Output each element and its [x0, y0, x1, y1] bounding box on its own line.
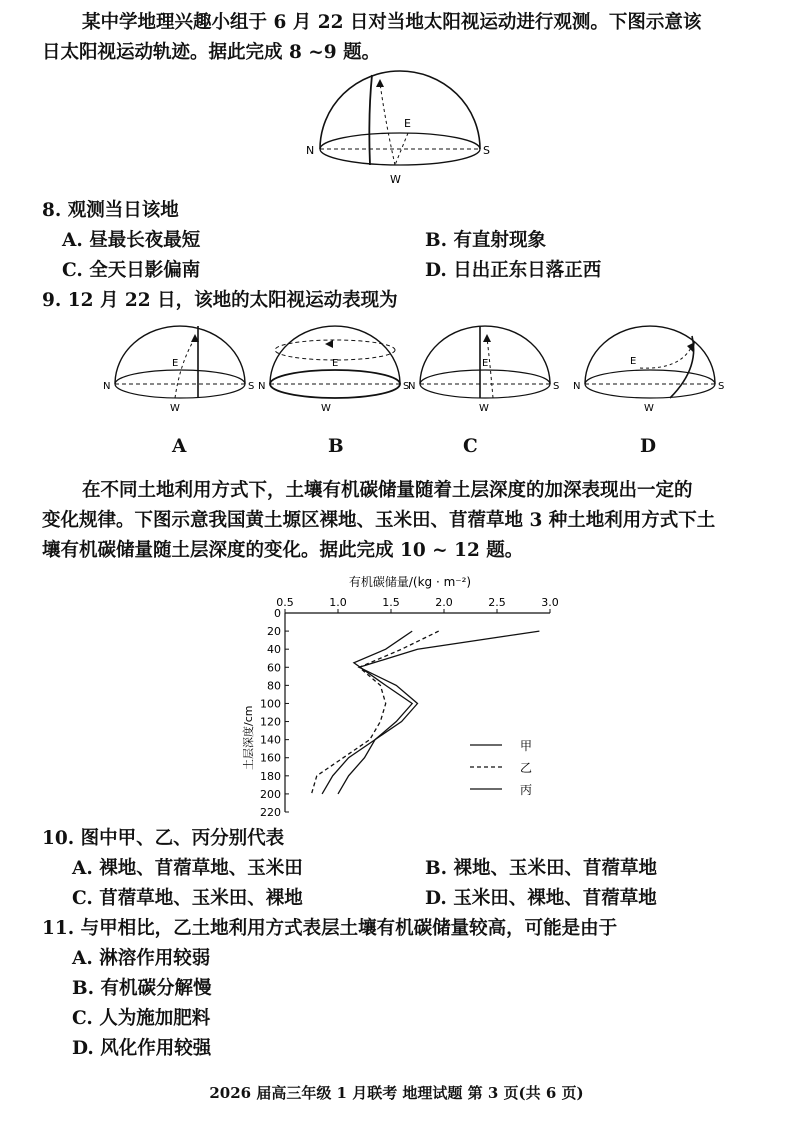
svg-text:E: E	[332, 358, 339, 369]
svg-text:N: N	[258, 381, 266, 392]
y-tick-label: 80	[267, 679, 281, 693]
q9-figure-d[interactable]	[570, 318, 730, 418]
intro2-line1: 在不同土地利用方式下，土壤有机碳储量随着土层深度的加深表现出一定的	[82, 480, 693, 501]
y-tick-label: 200	[260, 787, 281, 801]
q11-option-b[interactable]: B. 有机碳分解慢	[72, 978, 212, 999]
q10-stem: 10. 图中甲、乙、丙分别代表	[42, 828, 285, 849]
q11-option-a[interactable]: A. 淋溶作用较弱	[72, 948, 211, 969]
svg-text:N: N	[103, 381, 111, 392]
series-line-2	[312, 631, 439, 794]
q9-option-b-label[interactable]: B	[328, 436, 344, 457]
x-tick-label: 0.5	[276, 596, 294, 609]
q9-stem: 9. 12 月 22 日，该地的太阳视运动表现为	[42, 290, 398, 311]
q9-option-d-label[interactable]: D	[640, 436, 657, 457]
q9-option-c-label[interactable]: C	[463, 436, 478, 457]
x-tick-label: 3.0	[541, 596, 559, 609]
svg-text:N: N	[573, 381, 581, 392]
series-line-3	[338, 631, 412, 794]
svg-text:W: W	[644, 403, 654, 414]
y-tick-label: 0	[274, 607, 281, 620]
q9-figure-a[interactable]	[100, 318, 260, 418]
svg-text:S: S	[403, 381, 410, 392]
fig1-label-e: E	[404, 117, 411, 130]
fig1-label-w: W	[390, 173, 401, 186]
legend-label-1: 甲	[520, 739, 533, 753]
y-tick-label: 60	[267, 661, 281, 675]
svg-text:S: S	[718, 381, 725, 392]
q10-option-b[interactable]: B. 裸地、玉米田、苜蓿草地	[425, 858, 658, 879]
fig1-label-s: S	[483, 144, 490, 157]
x-tick-label: 2.0	[435, 596, 453, 609]
svg-text:E: E	[630, 356, 637, 367]
svg-text:W: W	[479, 403, 489, 414]
svg-text:E: E	[172, 358, 179, 369]
q10-option-d[interactable]: D. 玉米田、裸地、苜蓿草地	[425, 888, 657, 909]
page-footer: 2026 届高三年级 1 月联考 地理试题 第 3 页(共 6 页)	[209, 1084, 584, 1102]
q11-option-d[interactable]: D. 风化作用较强	[72, 1038, 212, 1059]
q8-stem: 8. 观测当日该地	[42, 200, 179, 221]
q9-option-a-label[interactable]: A	[172, 436, 187, 457]
intro2-line3: 壤有机碳储量随土层深度的变化。据此完成 10 ~ 12 题。	[42, 540, 524, 561]
q11-option-c[interactable]: C. 人为施加肥料	[72, 1008, 211, 1029]
legend-label-2: 乙	[520, 761, 533, 775]
y-tick-label: 20	[267, 625, 281, 639]
sun-path-figure-1	[300, 65, 500, 190]
soil-carbon-chart	[230, 570, 570, 825]
y-tick-label: 40	[267, 643, 281, 657]
svg-text:S: S	[553, 381, 560, 392]
q9-figure-c[interactable]	[405, 318, 565, 418]
y-tick-label: 100	[260, 697, 281, 711]
q9-figure-b[interactable]	[255, 318, 415, 418]
q10-option-c[interactable]: C. 苜蓿草地、玉米田、裸地	[72, 888, 303, 909]
svg-text:N: N	[408, 381, 416, 392]
svg-text:S: S	[248, 381, 255, 392]
intro1-line1: 某中学地理兴趣小组于 6 月 22 日对当地太阳视运动进行观测。下图示意该	[82, 12, 702, 33]
intro1-line2: 日太阳视运动轨迹。据此完成 8 ~9 题。	[42, 42, 381, 63]
svg-text:E: E	[482, 358, 489, 369]
intro2-line2: 变化规律。下图示意我国黄土塬区裸地、玉米田、苜蓿草地 3 种土地利用方式下土	[42, 510, 716, 531]
svg-text:W: W	[170, 403, 180, 414]
y-tick-label: 140	[260, 733, 281, 747]
y-tick-label: 120	[260, 715, 281, 729]
legend-label-3: 丙	[520, 783, 533, 797]
q11-stem: 11. 与甲相比，乙土地利用方式表层土壤有机碳储量较高，可能是由于	[42, 918, 618, 939]
q8-option-b[interactable]: B. 有直射现象	[425, 230, 547, 251]
x-tick-label: 2.5	[488, 596, 506, 609]
q10-option-a[interactable]: A. 裸地、苜蓿草地、玉米田	[72, 858, 303, 879]
q8-option-c[interactable]: C. 全天日影偏南	[62, 260, 201, 281]
y-tick-label: 160	[260, 751, 281, 765]
chart-title: 有机碳储量/(kg · m⁻²)	[348, 575, 472, 589]
y-tick-label: 180	[260, 769, 281, 783]
x-tick-label: 1.5	[382, 596, 400, 609]
svg-text:W: W	[321, 403, 331, 414]
y-axis-label: 土层深度/cm	[242, 705, 255, 770]
q8-option-d[interactable]: D. 日出正东日落正西	[425, 260, 602, 281]
x-tick-label: 1.0	[329, 596, 347, 609]
fig1-label-n: N	[306, 144, 315, 157]
y-tick-label: 220	[260, 806, 281, 819]
q8-option-a[interactable]: A. 昼最长夜最短	[62, 230, 201, 251]
